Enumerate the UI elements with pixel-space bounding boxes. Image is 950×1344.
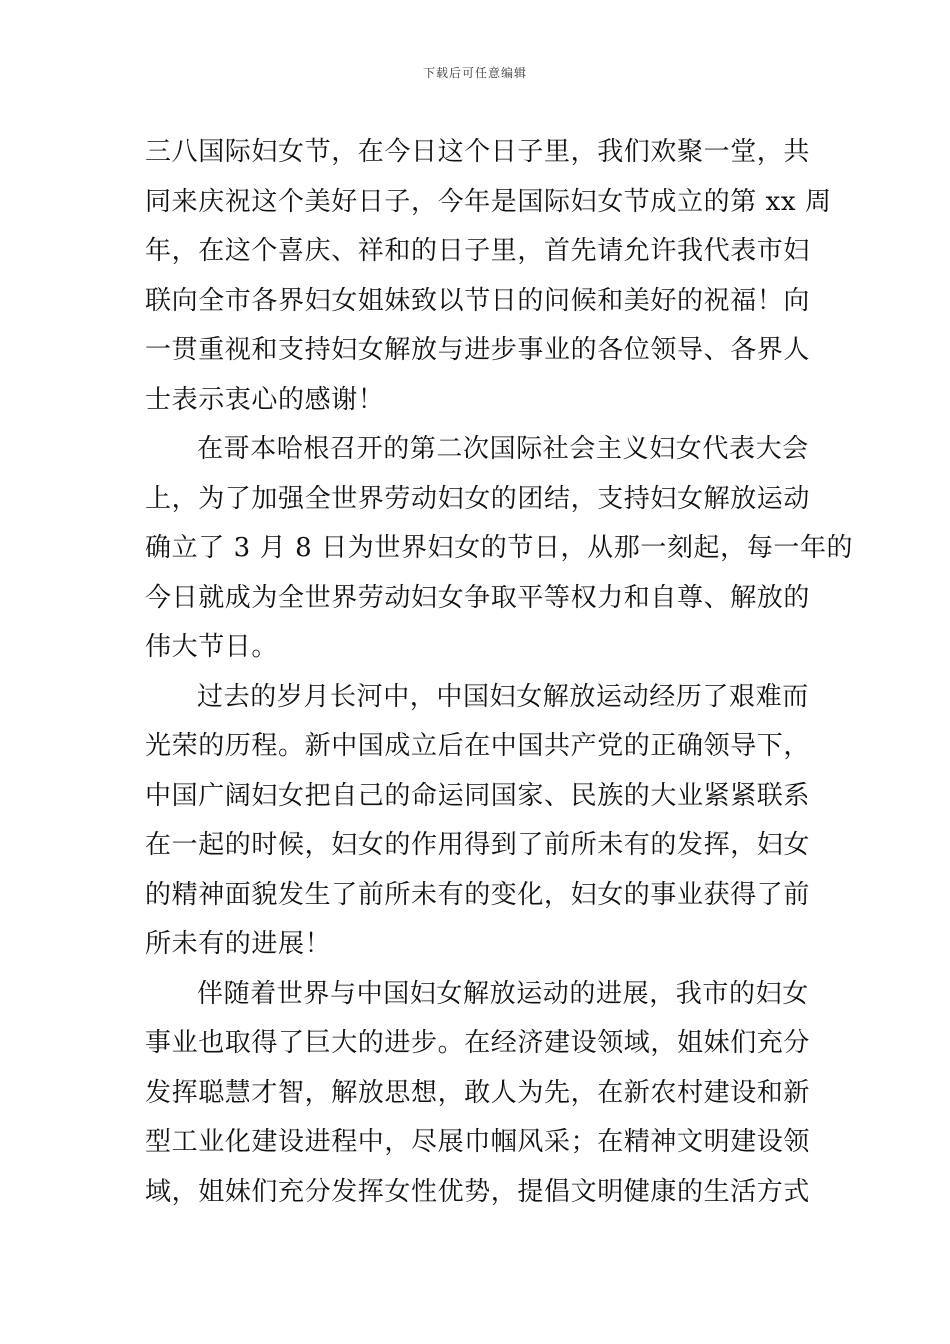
paragraph-line: 在一起的时候，妇女的作用得到了前所未有的发挥，妇女 xyxy=(145,830,811,860)
paragraph-line: 在哥本哈根召开的第二次国际社会主义妇女代表大会 xyxy=(197,434,809,464)
paragraph-line: 年，在这个喜庆、祥和的日子里，首先请允许我代表市妇 xyxy=(145,236,811,266)
paragraph-line: 上，为了加强全世界劳动妇女的团结，支持妇女解放运动 xyxy=(145,483,811,514)
page-header-note: 下载后可任意编辑 xyxy=(422,66,527,80)
paragraph-line: 三八国际妇女节，在今日这个日子里，我们欢聚一堂，共 xyxy=(145,137,811,167)
paragraph-2 xyxy=(145,425,854,673)
paragraph-line: 过去的岁月长河中，中国妇女解放运动经历了艰难而 xyxy=(197,681,809,712)
paragraph-line: 事业也取得了巨大的进步。在经济建设领域，姐妹们充分 xyxy=(145,1028,811,1058)
paragraph-line: 确立了 3 月 8 日为世界妇女的节日，从那一刻起，每一年的 xyxy=(145,533,854,563)
paragraph-line: 型工业化建设进程中，尽展巾帼风采；在精神文明建设领 xyxy=(145,1127,811,1157)
paragraph-4 xyxy=(145,970,811,1218)
paragraph-line: 发挥聪慧才智，解放思想，敢人为先，在新农村建设和新 xyxy=(145,1077,811,1108)
paragraph-line: 光荣的历程。新中国成立后在中国共产党的正确领导下， xyxy=(145,731,811,761)
paragraph-line: 今日就成为全世界劳动妇女争取平等权力和自尊、解放的 xyxy=(145,582,811,613)
paragraph-line: 一贯重视和支持妇女解放与进步事业的各位领导、各界人 xyxy=(145,335,811,365)
paragraph-line: 联向全市各界妇女姐妹致以节日的问候和美好的祝福！向 xyxy=(145,285,811,316)
paragraph-line: 士表示衷心的感谢！ xyxy=(145,384,385,415)
paragraph-line: 同来庆祝这个美好日子，今年是国际妇女节成立的第 xx 周 xyxy=(145,186,832,217)
paragraph-line: 域，姐妹们充分发挥女性优势，提倡文明健康的生活方式 xyxy=(145,1176,811,1207)
paragraph-line: 的精神面貌发生了前所未有的变化，妇女的事业获得了前 xyxy=(145,879,811,910)
paragraph-1 xyxy=(145,128,832,425)
paragraph-3 xyxy=(145,673,811,970)
paragraph-line: 所未有的进展！ xyxy=(145,929,332,959)
paragraph-line: 中国广阔妇女把自己的命运同国家、民族的大业紧紧联系 xyxy=(145,780,811,811)
document-body xyxy=(145,128,854,1217)
paragraph-line: 伟大节日。 xyxy=(145,632,279,662)
paragraph-line: 伴随着世界与中国妇女解放运动的进展，我市的妇女 xyxy=(197,978,809,1009)
